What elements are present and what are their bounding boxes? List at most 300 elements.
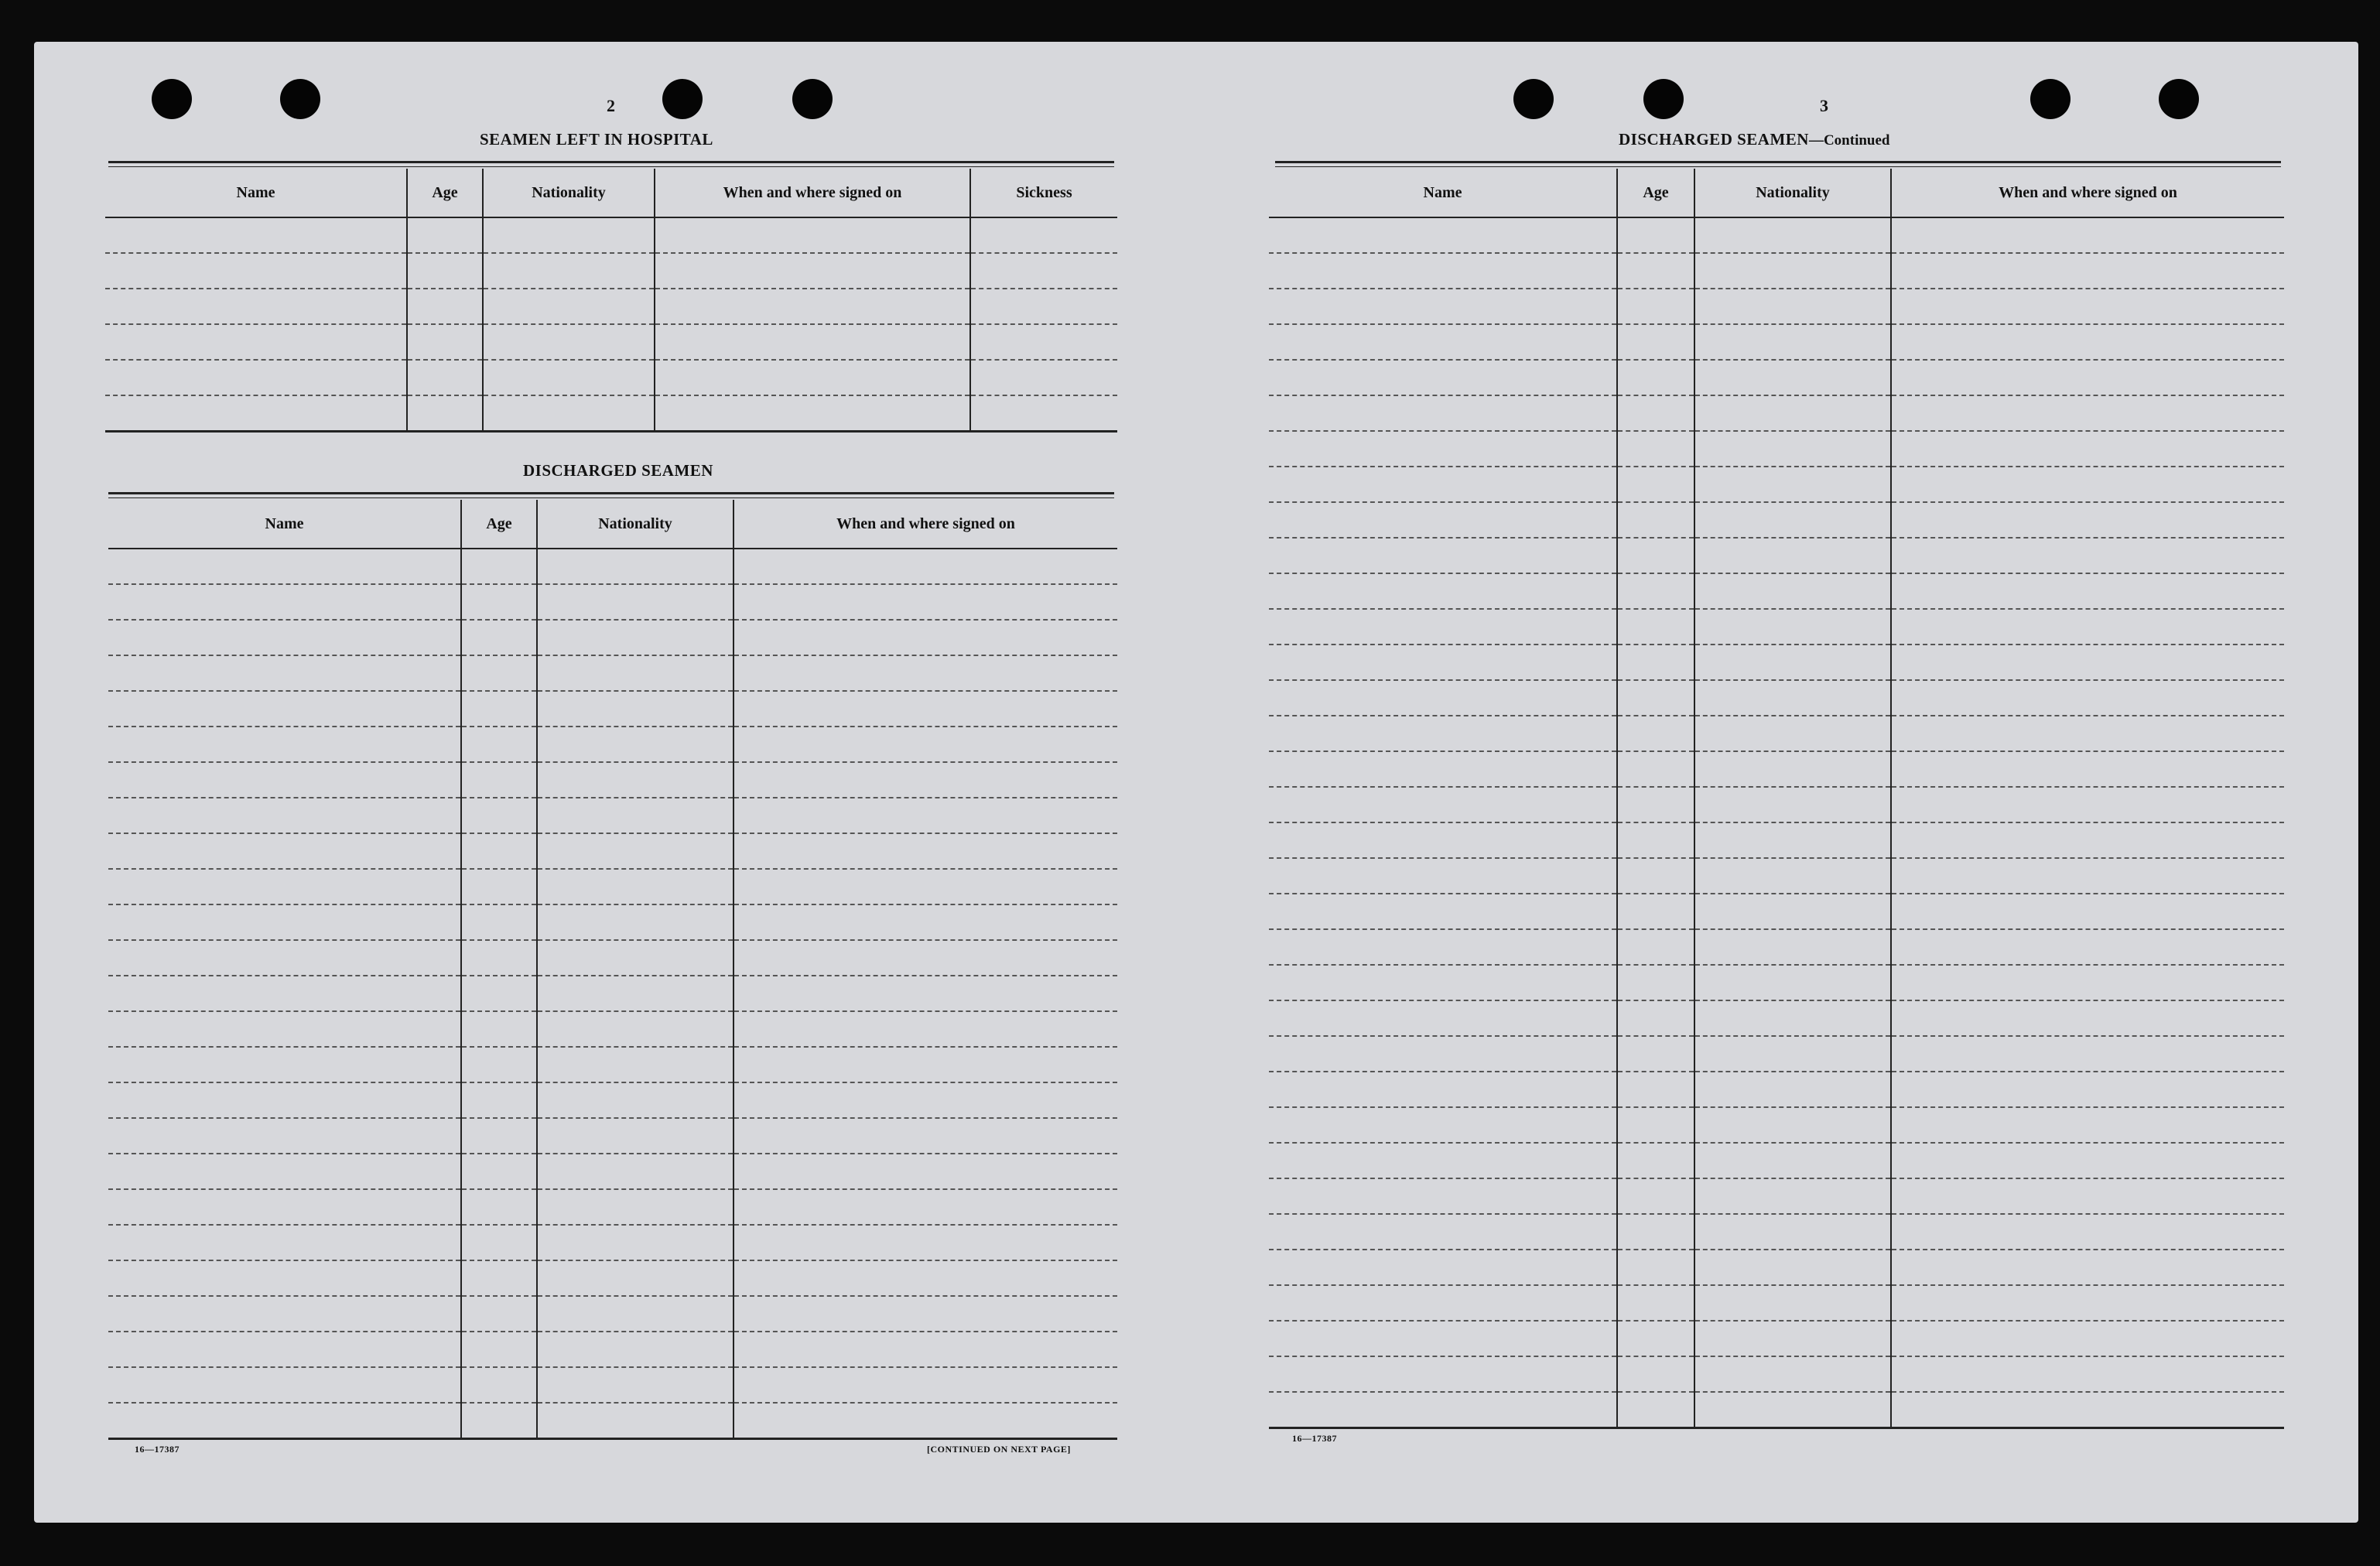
table-cell [1891, 1321, 2284, 1356]
table-cell [1269, 395, 1617, 431]
table-row [108, 869, 1117, 904]
table-cell [1617, 858, 1694, 894]
table-cell [537, 1154, 733, 1189]
table-cell [1269, 538, 1617, 573]
table-row [105, 217, 1117, 253]
table-row [1269, 1321, 2284, 1356]
table-cell [1269, 1250, 1617, 1285]
right-page [1195, 42, 2358, 1523]
table-cell [1891, 1250, 2284, 1285]
table-cell [461, 1154, 537, 1189]
table-cell [537, 1296, 733, 1332]
table-cell [108, 1403, 461, 1439]
column-header-nationality: Nationality [1694, 169, 1891, 217]
table-cell [1269, 1072, 1617, 1107]
table-cell [537, 1225, 733, 1260]
table-cell [1694, 573, 1891, 609]
punch-hole [1513, 79, 1554, 119]
table-cell [733, 1118, 1117, 1154]
table-row [1269, 1107, 2284, 1143]
table-row [1269, 1143, 2284, 1178]
table-cell [1891, 609, 2284, 645]
table-row [1269, 1072, 2284, 1107]
table-row [108, 1403, 1117, 1439]
punch-hole [2159, 79, 2199, 119]
table-row [108, 1225, 1117, 1260]
table-row [1269, 787, 2284, 822]
table-cell [108, 1260, 461, 1296]
table-cell [537, 940, 733, 976]
table-cell [733, 691, 1117, 727]
column-header-age: Age [461, 500, 537, 549]
table-row [1269, 253, 2284, 289]
table-cell [461, 1118, 537, 1154]
table-cell [108, 940, 461, 976]
table-cell [1891, 965, 2284, 1000]
table-cell [108, 1047, 461, 1082]
table-cell [537, 1047, 733, 1082]
table-cell [1617, 502, 1694, 538]
table-cell [970, 217, 1117, 253]
table-cell [970, 360, 1117, 395]
table-cell [1617, 751, 1694, 787]
table-row [108, 549, 1117, 584]
table-row [1269, 431, 2284, 467]
table-cell [1891, 1356, 2284, 1392]
discharged-continued-title-suffix: —Continued [1808, 132, 1890, 149]
table-cell [1617, 965, 1694, 1000]
table-cell [733, 798, 1117, 833]
table-cell [733, 1225, 1117, 1260]
table-cell [1617, 822, 1694, 858]
table-cell [105, 289, 407, 324]
table-row [108, 727, 1117, 762]
table-cell [461, 584, 537, 620]
table-cell [1694, 467, 1891, 502]
table-row [108, 940, 1117, 976]
table-cell [108, 762, 461, 798]
table-cell [1891, 1143, 2284, 1178]
table-cell [537, 904, 733, 940]
table-cell [1269, 1036, 1617, 1072]
column-header-sickness: Sickness [970, 169, 1117, 217]
table-cell [1269, 467, 1617, 502]
table-cell [1891, 467, 2284, 502]
table-cell [108, 904, 461, 940]
table-row [108, 1332, 1117, 1367]
table-cell [1891, 858, 2284, 894]
table-cell [1694, 289, 1891, 324]
table-row [105, 360, 1117, 395]
table-row [1269, 609, 2284, 645]
table-cell [483, 253, 655, 289]
table-row [1269, 929, 2284, 965]
table-cell [1891, 324, 2284, 360]
table-cell [1617, 324, 1694, 360]
column-header-name: Name [105, 169, 407, 217]
discharged-continued-top-rule [1275, 161, 2281, 167]
table-cell [1891, 1285, 2284, 1321]
table-cell [1694, 645, 1891, 680]
discharged-top-rule [108, 492, 1114, 498]
table-cell [1269, 1285, 1617, 1321]
table-cell [1269, 360, 1617, 395]
table-cell [1269, 1178, 1617, 1214]
table-row [1269, 360, 2284, 395]
table-row [1269, 573, 2284, 609]
table-cell [407, 324, 483, 360]
table-row [1269, 538, 2284, 573]
column-header-when-and-where-signed-on: When and where signed on [1891, 169, 2284, 217]
table-cell [1617, 1321, 1694, 1356]
table-cell [733, 940, 1117, 976]
table-cell [461, 1296, 537, 1332]
table-cell [1617, 360, 1694, 395]
table-cell [655, 324, 970, 360]
table-cell [461, 655, 537, 691]
table-cell [461, 940, 537, 976]
column-header-name: Name [108, 500, 461, 549]
table-cell [461, 1189, 537, 1225]
table-cell [733, 1047, 1117, 1082]
table-cell [461, 869, 537, 904]
table-cell [1694, 395, 1891, 431]
table-cell [537, 1082, 733, 1118]
table-cell [105, 253, 407, 289]
document-sheet [34, 42, 2358, 1523]
table-cell [407, 395, 483, 432]
table-cell [1269, 502, 1617, 538]
table-row [108, 904, 1117, 940]
table-cell [483, 360, 655, 395]
table-cell [108, 549, 461, 584]
table-cell [461, 1367, 537, 1403]
table-row [108, 1118, 1117, 1154]
table-cell [733, 833, 1117, 869]
table-cell [1269, 217, 1617, 253]
table-cell [1617, 1036, 1694, 1072]
table-cell [733, 1189, 1117, 1225]
table-cell [1891, 680, 2284, 716]
continued-note: [CONTINUED ON NEXT PAGE] [927, 1444, 1071, 1455]
table-cell [1694, 1107, 1891, 1143]
table-cell [1269, 965, 1617, 1000]
table-cell [733, 1403, 1117, 1439]
table-row [105, 395, 1117, 432]
table-cell [1617, 787, 1694, 822]
table-cell [1891, 1107, 2284, 1143]
table-cell [108, 691, 461, 727]
table-cell [1269, 929, 1617, 965]
table-row [1269, 1214, 2284, 1250]
table-row [1269, 217, 2284, 253]
table-cell [461, 904, 537, 940]
table-cell [108, 620, 461, 655]
table-cell [1694, 858, 1891, 894]
column-header-when-and-where-signed-on: When and where signed on [733, 500, 1117, 549]
table-row [108, 655, 1117, 691]
table-cell [108, 1118, 461, 1154]
form-number: 16—17387 [1292, 1433, 1337, 1444]
table-cell [461, 762, 537, 798]
table-cell [108, 1332, 461, 1367]
column-header-age: Age [1617, 169, 1694, 217]
table-row [108, 1011, 1117, 1047]
table-row [105, 253, 1117, 289]
discharged-continued-title-main: DISCHARGED SEAMEN [1619, 130, 1809, 149]
table-cell [1617, 431, 1694, 467]
table-cell [461, 1260, 537, 1296]
table-cell [461, 1082, 537, 1118]
table-cell [1269, 822, 1617, 858]
table-cell [655, 289, 970, 324]
table-cell [461, 1011, 537, 1047]
table-cell [461, 727, 537, 762]
table-cell [1891, 1036, 2284, 1072]
table-cell [108, 655, 461, 691]
table-cell [1269, 716, 1617, 751]
table-row [1269, 1036, 2284, 1072]
table-cell [1891, 1214, 2284, 1250]
table-cell [970, 253, 1117, 289]
table-cell [1269, 324, 1617, 360]
table-cell [655, 217, 970, 253]
table-cell [1694, 1285, 1891, 1321]
table-cell [1617, 1143, 1694, 1178]
table-cell [108, 798, 461, 833]
table-cell [1269, 573, 1617, 609]
table-cell [1617, 1178, 1694, 1214]
table-cell [655, 253, 970, 289]
table-cell [1694, 822, 1891, 858]
table-cell [1269, 1356, 1617, 1392]
punch-hole [2030, 79, 2071, 119]
discharged-section-title: DISCHARGED SEAMEN [523, 461, 713, 480]
table-cell [1891, 538, 2284, 573]
table-cell [1891, 716, 2284, 751]
table-cell [537, 549, 733, 584]
table-cell [733, 1082, 1117, 1118]
table-row [108, 1296, 1117, 1332]
table-cell [1891, 645, 2284, 680]
table-cell [1617, 289, 1694, 324]
column-header-when-and-where-signed-on: When and where signed on [655, 169, 970, 217]
table-cell [1617, 573, 1694, 609]
table-cell [1891, 217, 2284, 253]
table-cell [1891, 894, 2284, 929]
table-row [108, 1189, 1117, 1225]
table-cell [1617, 538, 1694, 573]
table-cell [108, 1189, 461, 1225]
table-row [1269, 751, 2284, 787]
table-cell [1891, 360, 2284, 395]
table-row [1269, 502, 2284, 538]
table-row [108, 798, 1117, 833]
table-cell [1694, 965, 1891, 1000]
table-cell [1694, 1036, 1891, 1072]
table-row [108, 762, 1117, 798]
table-cell [1694, 1356, 1891, 1392]
punch-hole [792, 79, 833, 119]
table-cell [537, 762, 733, 798]
table-cell [461, 1047, 537, 1082]
table-cell [1891, 1072, 2284, 1107]
table-cell [537, 1189, 733, 1225]
discharged-table [108, 500, 1117, 1440]
table-cell [1269, 1143, 1617, 1178]
table-cell [1694, 431, 1891, 467]
table-cell [1617, 395, 1694, 431]
table-cell [1269, 751, 1617, 787]
table-cell [970, 324, 1117, 360]
table-cell [108, 1154, 461, 1189]
table-cell [1694, 360, 1891, 395]
discharged-continued-table [1269, 169, 2284, 1429]
table-row [105, 324, 1117, 360]
table-cell [1694, 1178, 1891, 1214]
table-cell [1694, 1214, 1891, 1250]
table-cell [407, 217, 483, 253]
table-cell [537, 655, 733, 691]
table-cell [733, 762, 1117, 798]
table-row [1269, 467, 2284, 502]
table-row [1269, 289, 2284, 324]
table-cell [1617, 253, 1694, 289]
table-cell [407, 289, 483, 324]
table-row [1269, 894, 2284, 929]
table-row [108, 833, 1117, 869]
table-cell [1694, 1072, 1891, 1107]
punch-hole [280, 79, 320, 119]
hospital-top-rule [108, 161, 1114, 167]
table-row [108, 584, 1117, 620]
table-cell [1617, 467, 1694, 502]
table-cell [483, 324, 655, 360]
punch-hole [152, 79, 192, 119]
column-header-nationality: Nationality [537, 500, 733, 549]
table-cell [1617, 645, 1694, 680]
table-cell [733, 1332, 1117, 1367]
table-cell [105, 324, 407, 360]
table-row [108, 620, 1117, 655]
table-cell [1891, 787, 2284, 822]
form-number: 16—17387 [135, 1444, 180, 1455]
table-cell [537, 1260, 733, 1296]
table-row [108, 1082, 1117, 1118]
table-cell [537, 976, 733, 1011]
table-cell [1891, 502, 2284, 538]
table-row [108, 976, 1117, 1011]
table-cell [1617, 1285, 1694, 1321]
table-cell [1617, 894, 1694, 929]
table-cell [537, 1367, 733, 1403]
table-cell [1269, 1392, 1617, 1428]
table-cell [1269, 1321, 1617, 1356]
table-row [1269, 1250, 2284, 1285]
table-cell [1617, 1214, 1694, 1250]
table-cell [1891, 431, 2284, 467]
table-cell [461, 691, 537, 727]
table-cell [1694, 1000, 1891, 1036]
table-cell [970, 289, 1117, 324]
table-cell [733, 1367, 1117, 1403]
table-cell [733, 549, 1117, 584]
table-cell [1694, 217, 1891, 253]
punch-hole [662, 79, 703, 119]
table-row [1269, 858, 2284, 894]
table-cell [1891, 1000, 2284, 1036]
table-cell [655, 395, 970, 432]
table-cell [1617, 680, 1694, 716]
table-cell [733, 1296, 1117, 1332]
table-cell [1617, 716, 1694, 751]
table-row [108, 1367, 1117, 1403]
table-cell [537, 727, 733, 762]
table-cell [1891, 751, 2284, 787]
table-cell [1617, 609, 1694, 645]
table-cell [461, 1403, 537, 1439]
table-cell [1269, 787, 1617, 822]
table-cell [108, 1367, 461, 1403]
table-cell [461, 1332, 537, 1367]
table-cell [108, 976, 461, 1011]
table-row [108, 1047, 1117, 1082]
table-cell [1694, 324, 1891, 360]
table-cell [1617, 1392, 1694, 1428]
table-cell [1694, 787, 1891, 822]
table-cell [1694, 253, 1891, 289]
left-page [34, 42, 1195, 1523]
column-header-age: Age [407, 169, 483, 217]
table-cell [1891, 822, 2284, 858]
hospital-section-title: SEAMEN LEFT IN HOSPITAL [480, 130, 713, 149]
table-cell [407, 360, 483, 395]
table-row [1269, 395, 2284, 431]
table-cell [733, 1154, 1117, 1189]
table-cell [1891, 929, 2284, 965]
table-cell [733, 727, 1117, 762]
table-cell [537, 584, 733, 620]
table-row [1269, 1000, 2284, 1036]
table-cell [461, 620, 537, 655]
table-cell [1891, 253, 2284, 289]
table-cell [108, 1011, 461, 1047]
table-cell [1694, 538, 1891, 573]
table-cell [537, 620, 733, 655]
table-cell [483, 217, 655, 253]
table-cell [1891, 289, 2284, 324]
table-cell [1694, 1321, 1891, 1356]
table-row [1269, 324, 2284, 360]
table-cell [1694, 716, 1891, 751]
table-cell [108, 1225, 461, 1260]
table-row [1269, 965, 2284, 1000]
table-cell [108, 727, 461, 762]
table-cell [461, 798, 537, 833]
table-cell [1694, 1143, 1891, 1178]
table-cell [483, 289, 655, 324]
table-cell [461, 1225, 537, 1260]
table-cell [537, 1403, 733, 1439]
table-cell [1694, 751, 1891, 787]
table-row [1269, 822, 2284, 858]
page-number: 3 [1820, 96, 1828, 115]
table-row [108, 691, 1117, 727]
table-cell [1617, 1000, 1694, 1036]
table-cell [1891, 1392, 2284, 1428]
table-cell [1694, 929, 1891, 965]
table-cell [461, 549, 537, 584]
